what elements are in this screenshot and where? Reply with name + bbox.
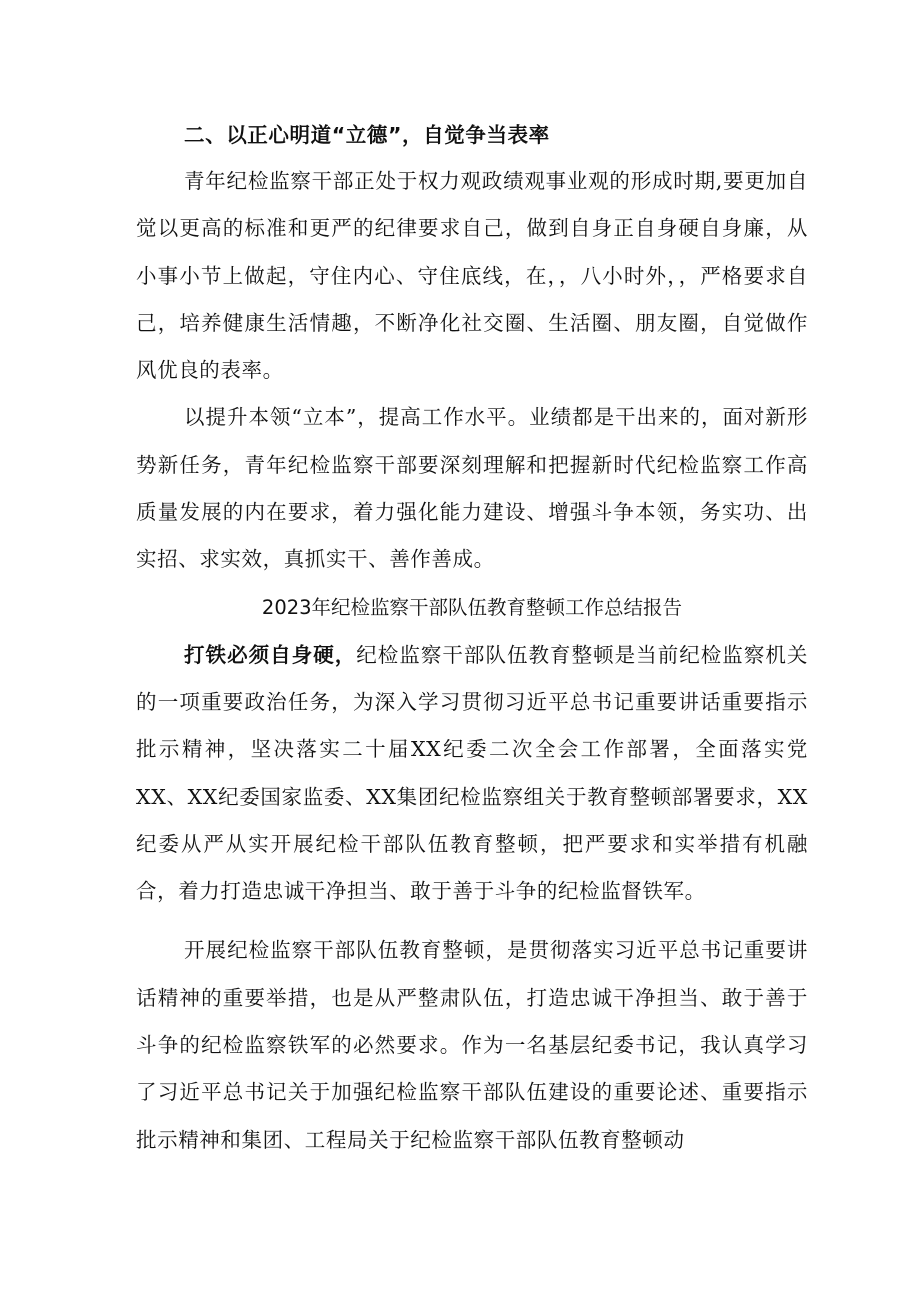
document-body — [136, 112, 808, 1164]
section-heading: 二、以正心明道“立德”，自觉争当表率 — [184, 123, 550, 147]
report-paragraph-2: 开展纪检监察干部队伍教育整顿，是贯彻落实习近平总书记重要讲话精神的重要举措，也是从严整肃队伍，打造忠诚干净担当、敢于善于斗争的纪检监察铁军的必然要求。作为一名基层纪委书记，我认真学习了习近平总书记关于加强纪检监察干部队伍建设的重要论述、重要指示批示精神和集团、工程局关于纪检监察干部队伍教育整顿动 — [136, 938, 808, 1152]
report-paragraph-1 — [136, 632, 808, 916]
section-paragraph-1: 青年纪检监察干部正处于权力观政绩观事业观的形成时期,要更加自觉以更高的标准和更严的纪律要求自己，做到自身正自身硬自身廉，从小事小节上做起，守住内心、守住底线，在，，八小时外，，严格要求自己，培养健康生活情趣，不断净化社交圈、生活圈、朋友圈，自觉做作风优良的表率。 — [136, 169, 808, 383]
section-paragraph-2: 以提升本领“立本”，提高工作水平。业绩都是干出来的，面对新形势新任务，青年纪检监察干部要深刻理解和把握新时代纪检监察工作高质量发展的内在要求，着力强化能力建设、增强斗争本领，务实功、出实招、求实效，真抓实干、善作善成。 — [136, 405, 808, 572]
report-paragraph-1-body: 纪检监察干部队伍教育整顿是当前纪检监察机关的一项重要政治任务，为深入学习贯彻习近平总书记重要讲话重要指示批示精神，坚决落实二十届XX纪委二次全会工作部署，全面落实党XX、XX纪委国家监委、XX集团纪检监察组关于教育整顿部署要求，XX纪委从严从实开展纪检干部队伍教育整顿，把严要求和实举措有机融合，着力打造忠诚干净担当、敢于善于斗争的纪检监督铁军。 — [136, 642, 808, 904]
report-title: 2023年纪检监察干部队伍教育整顿工作总结报告 — [261, 595, 683, 619]
paragraph-spacer — [136, 915, 808, 927]
report-paragraph-1-lead: 打铁必须自身硬， — [184, 642, 357, 667]
